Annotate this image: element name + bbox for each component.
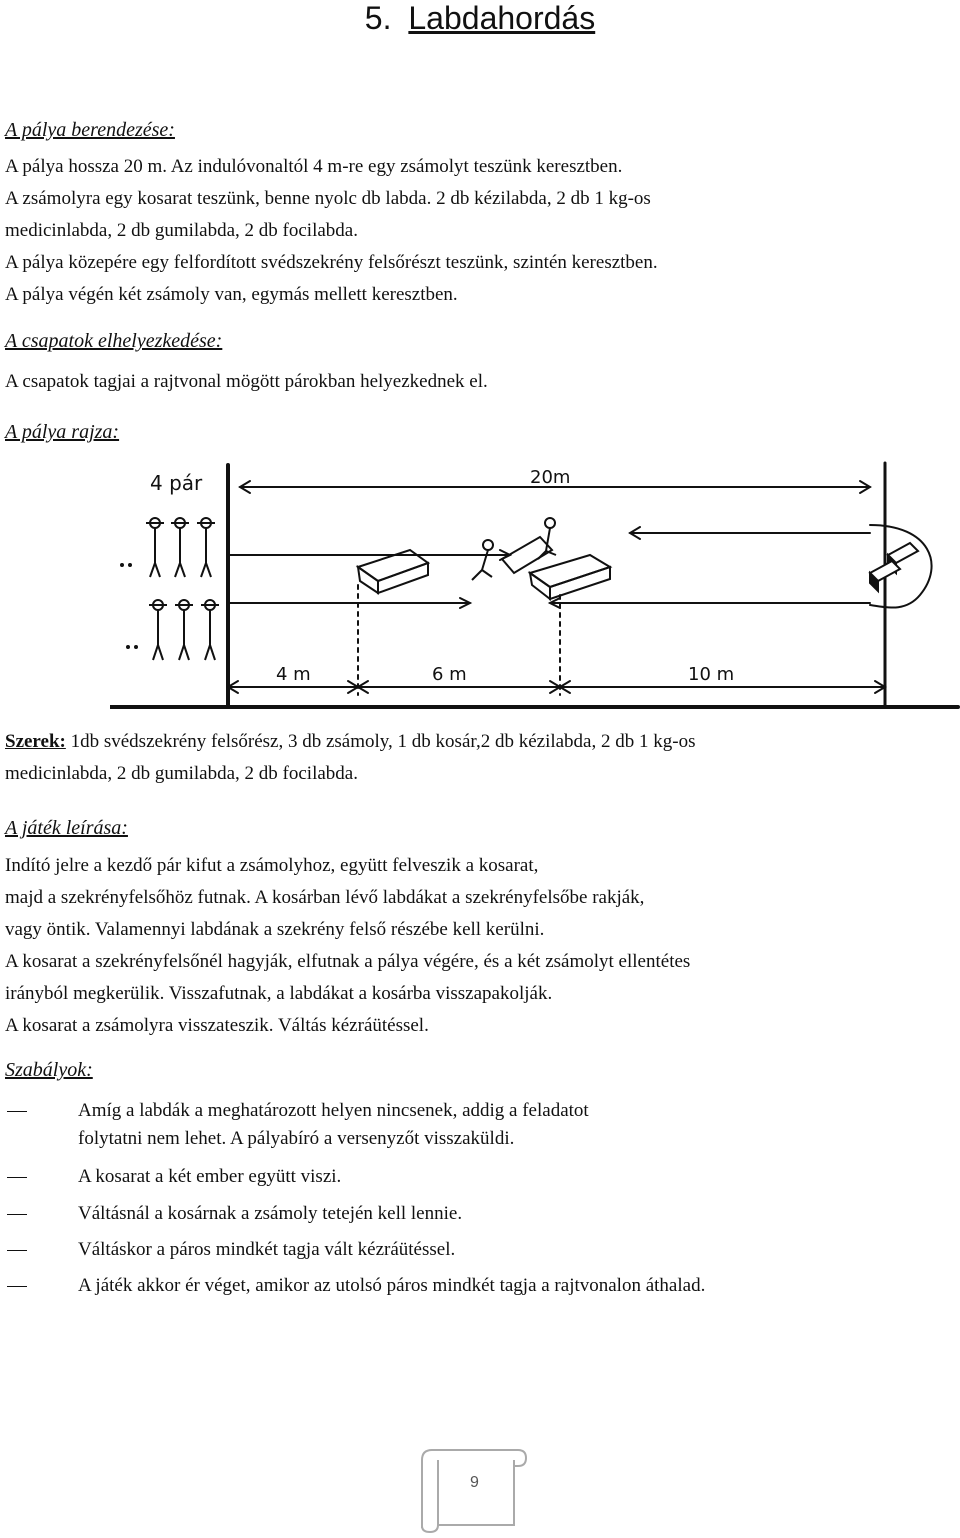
rule-item-1-cont: folytatni nem lehet. A pályabíró a versenyzőt visszaküldi. bbox=[78, 1128, 515, 1149]
rule-bullet bbox=[7, 1111, 27, 1112]
rule-item-4: Váltáskor a páros mindkét tagja vált kézráütéssel. bbox=[78, 1239, 456, 1260]
dots-bottom bbox=[126, 645, 138, 649]
equipment-label: Szerek: bbox=[5, 731, 66, 752]
rules-heading: Szabályok: bbox=[5, 1059, 93, 1081]
game-line: irányból megkerülik. Visszafutnak, a labdákat a kosárba visszapakolják. bbox=[5, 983, 553, 1004]
rule-item-5: A játék akkor ér véget, amikor az utolsó páros mindkét tagja a rajtvonalon áthalad. bbox=[78, 1275, 706, 1296]
label-total: 20m bbox=[530, 467, 571, 488]
game-heading: A játék leírása: bbox=[5, 817, 128, 839]
player-figures-top bbox=[146, 518, 215, 577]
teams-line: A csapatok tagjai a rajtvonal mögött párokban helyezkednek el. bbox=[5, 371, 488, 392]
teams-heading: A csapatok elhelyezkedése: bbox=[5, 330, 223, 352]
game-line: A kosarat a szekrényfelsőnél hagyják, elfutnak a pálya végére, és a két zsámolyt ellentétes bbox=[5, 951, 691, 972]
equipment-line-2: medicinlabda, 2 db gumilabda, 2 db focilabda. bbox=[5, 763, 358, 784]
page-number: 9 bbox=[470, 1474, 479, 1491]
label-pairs: 4 pár bbox=[150, 471, 203, 495]
rule-bullet bbox=[7, 1250, 27, 1251]
equipment-line bbox=[5, 730, 695, 754]
rule-bullet bbox=[7, 1286, 27, 1287]
rule-item-3: Váltásnál a kosárnak a zsámoly tetején kell lennie. bbox=[78, 1203, 463, 1224]
setup-heading: A pálya berendezése: bbox=[5, 119, 175, 141]
setup-line: A zsámolyra egy kosarat teszünk, benne nyolc db labda. 2 db kézilabda, 2 db 1 kg-os bbox=[5, 188, 651, 209]
setup-line: A pálya hossza 20 m. Az indulóvonaltól 4 m-re egy zsámolyt teszünk keresztben. bbox=[5, 156, 623, 177]
loop-path bbox=[870, 525, 932, 608]
dots-top bbox=[120, 563, 132, 567]
rule-bullet bbox=[7, 1177, 27, 1178]
rule-item-1: Amíg a labdák a meghatározott helyen nincsenek, addig a feladatot bbox=[78, 1100, 589, 1121]
setup-line: medicinlabda, 2 db gumilabda, 2 db focilabda. bbox=[5, 220, 358, 241]
end-benches bbox=[870, 543, 918, 591]
drawing-heading: A pálya rajza: bbox=[5, 421, 120, 443]
bench-4m bbox=[358, 550, 428, 593]
field-drawing bbox=[110, 455, 960, 720]
title-word: Labdahordás bbox=[408, 0, 596, 36]
box-top-middle bbox=[472, 518, 610, 599]
label-seg2: 6 m bbox=[432, 664, 467, 685]
game-line: majd a szekrényfelsőhöz futnak. A kosárban lévő labdákat a szekrényfelsőbe rakják, bbox=[5, 887, 645, 908]
game-line: vagy öntik. Valamennyi labdának a szekrény felső részébe kell kerülni. bbox=[5, 919, 545, 940]
equipment-text: 1db svédszekrény felsőrész, 3 db zsámoly, 1 db kosár,2 db kézilabda, 2 db 1 kg-os bbox=[70, 731, 696, 752]
game-line: Indító jelre a kezdő pár kifut a zsámolyhoz, együtt felveszik a kosarat, bbox=[5, 855, 539, 876]
label-seg3: 10 m bbox=[688, 664, 735, 685]
title-number: 5. bbox=[364, 0, 392, 36]
game-line: A kosarat a zsámolyra visszateszik. Váltás kézráütéssel. bbox=[5, 1015, 429, 1036]
label-seg1: 4 m bbox=[276, 664, 311, 685]
player-figures-bottom bbox=[149, 600, 219, 660]
setup-line: A pálya végén két zsámoly van, egymás mellett keresztben. bbox=[5, 284, 458, 305]
rule-bullet bbox=[7, 1214, 27, 1215]
rule-item-2: A kosarat a két ember együtt viszi. bbox=[78, 1166, 342, 1187]
page-title bbox=[0, 0, 960, 36]
setup-line: A pálya közepére egy felfordított svédszekrény felsőrészt teszünk, szintén keresztben. bbox=[5, 252, 658, 273]
